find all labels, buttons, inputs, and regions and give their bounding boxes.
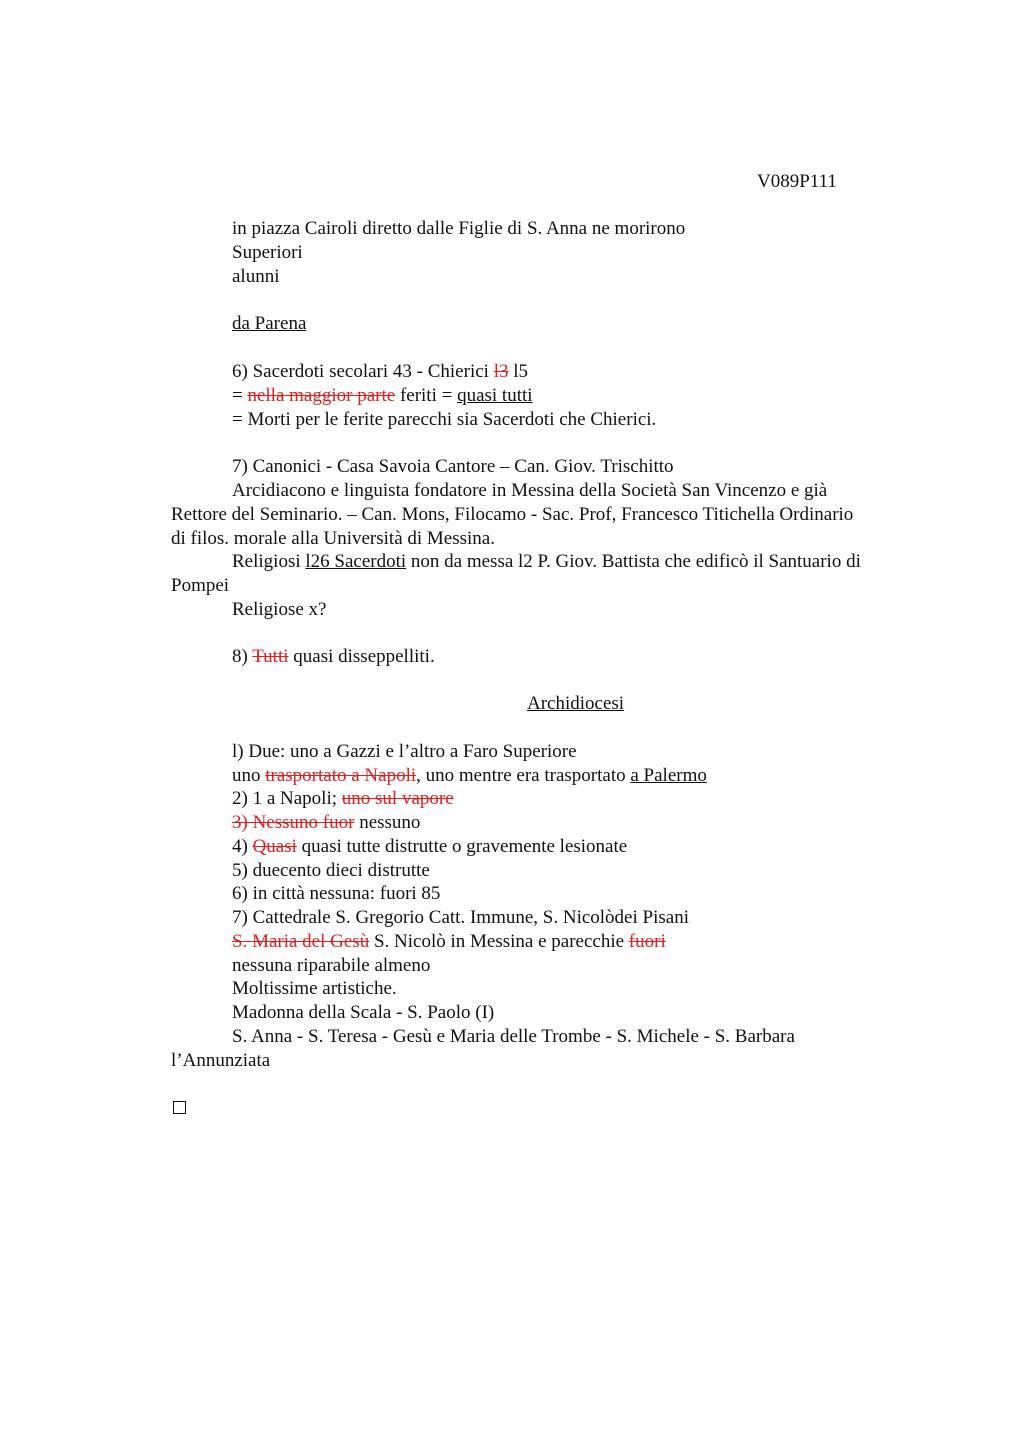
item-7-line-7: Religiose x? xyxy=(232,599,327,620)
archi-line-10: nessuna riparabile almeno xyxy=(232,955,431,976)
section-heading: Archidiocesi xyxy=(527,693,625,714)
deleted-text: 3) Nessuno fuor xyxy=(232,812,355,833)
archi-line-3: 2) 1 a Napoli; uno sul vapore xyxy=(232,788,454,809)
page-id: V089P111 xyxy=(757,171,837,192)
checkbox-square-icon xyxy=(173,1101,186,1114)
archi-line-14: l’Annunziata xyxy=(171,1050,271,1071)
deleted-text: nella maggior parte xyxy=(247,385,396,406)
archi-line-9: S. Maria del Gesù S. Nicolò in Messina e parecchie fuori xyxy=(232,931,666,952)
deleted-text: Quasi xyxy=(252,836,297,857)
archi-line-8: 7) Cattedrale S. Gregorio Catt. Immune, S. Nicolòdei Pisani xyxy=(232,907,689,928)
archi-line-11: Moltissime artistiche. xyxy=(232,978,397,999)
deleted-text: S. Maria del Gesù xyxy=(232,931,370,952)
underlined-text: quasi tutti xyxy=(457,385,533,406)
archi-line-2: uno trasportato a Napoli, uno mentre era trasportato a Palermo xyxy=(232,765,707,786)
item-7-line-6: Pompei xyxy=(171,575,230,596)
text-line: Superiori xyxy=(232,242,303,263)
deleted-text: uno sul vapore xyxy=(341,788,454,809)
deleted-text: fuori xyxy=(628,931,666,952)
archi-line-12: Madonna della Scala - S. Paolo (I) xyxy=(232,1002,495,1023)
item-7-line-5: Religiosi l26 Sacerdoti non da messa l2 P. Giov. Battista che edificò il Santuario di xyxy=(232,551,861,572)
deleted-text: trasportato a Napoli xyxy=(265,765,417,786)
item-6-line-2: = nella maggior parte feriti = quasi tutti xyxy=(232,385,533,406)
archi-line-7: 6) in città nessuna: fuori 85 xyxy=(232,883,441,904)
archi-line-13: S. Anna - S. Teresa - Gesù e Maria delle Trombe - S. Michele - S. Barbara xyxy=(232,1026,795,1047)
text-line: in piazza Cairoli diretto dalle Figlie di S. Anna ne morirono xyxy=(232,218,686,239)
text-line-underlined: da Parena xyxy=(232,313,307,334)
item-7-line-4: di filos. morale alla Università di Messina. xyxy=(171,528,495,549)
item-7-line-3: Rettore del Seminario. – Can. Mons, Filocamo - Sac. Prof, Francesco Titichella Ordinario xyxy=(171,504,854,525)
item-7-line-1: 7) Canonici - Casa Savoia Cantore – Can. Giov. Trischitto xyxy=(232,456,674,477)
item-6-line-3: = Morti per le ferite parecchi sia Sacerdoti che Chierici. xyxy=(232,409,657,430)
item-8: 8) Tutti quasi disseppelliti. xyxy=(232,646,435,667)
deleted-text: l3 xyxy=(493,361,509,382)
item-7-line-2: Arcidiacono e linguista fondatore in Messina della Società San Vincenzo e già xyxy=(232,480,828,501)
deleted-text: Tutti xyxy=(252,646,289,667)
item-6-line-1: 6) Sacerdoti secolari 43 - Chierici l3 l5 xyxy=(232,361,528,382)
underlined-text: a Palermo xyxy=(630,765,707,786)
archi-line-6: 5) duecento dieci distrutte xyxy=(232,860,430,881)
archi-line-4: 3) Nessuno fuor nessuno xyxy=(232,812,421,833)
underlined-text: l26 Sacerdoti xyxy=(305,551,407,572)
text-line: alunni xyxy=(232,266,280,287)
archi-line-5: 4) Quasi quasi tutte distrutte o gravemente lesionate xyxy=(232,836,628,857)
archi-line-1: l) Due: uno a Gazzi e l’altro a Faro Superiore xyxy=(232,741,577,762)
